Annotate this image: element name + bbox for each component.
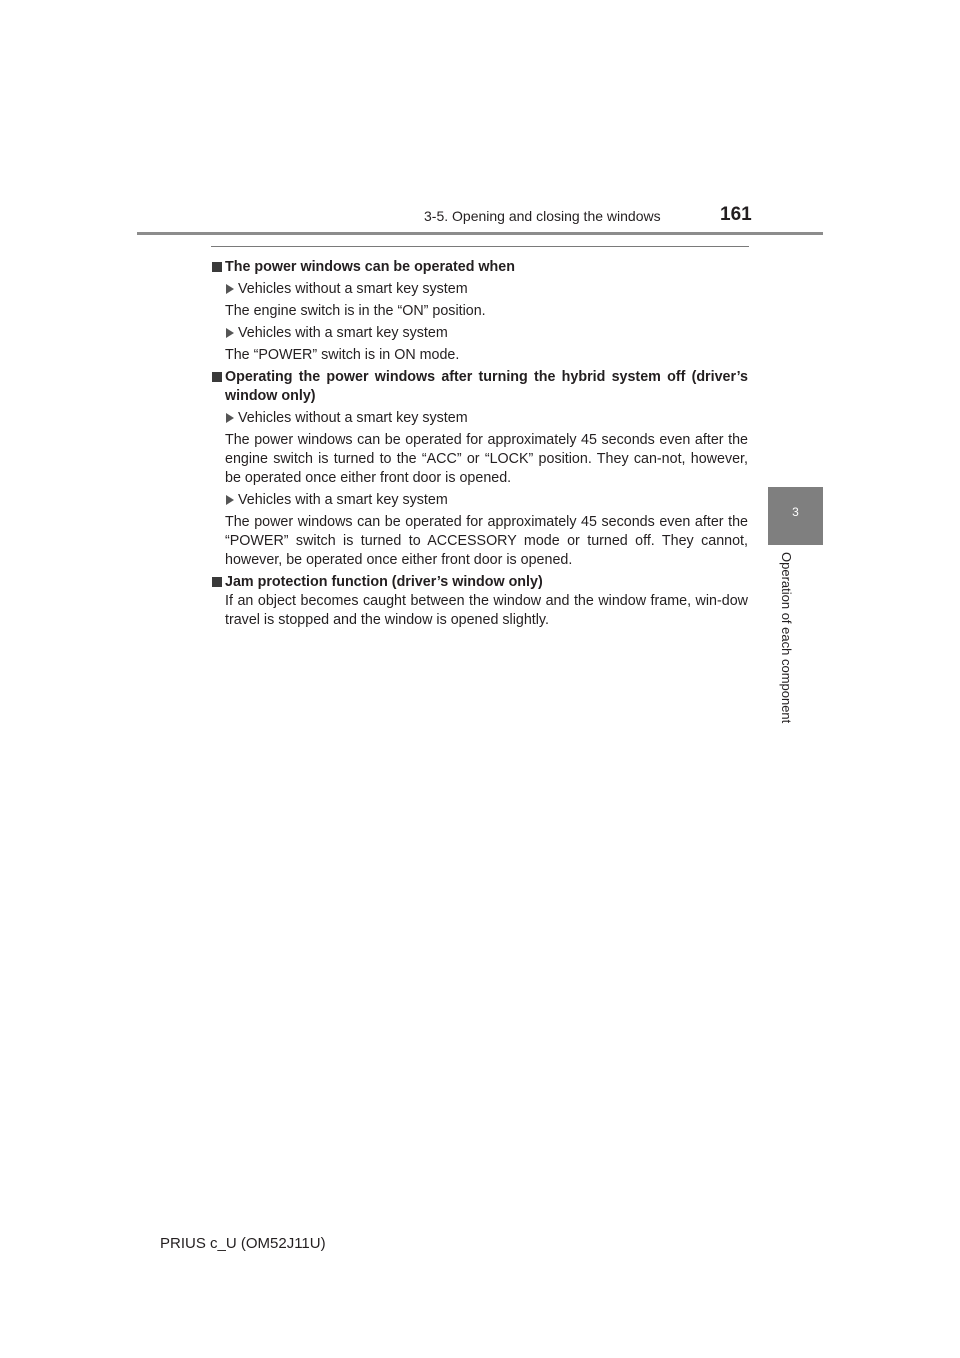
page-content [212, 255, 748, 630]
vehicle-variant: Vehicles with a smart key system [212, 324, 748, 343]
paragraph: The power windows can be operated for approximately 45 seconds even after the “POWER” switch is turned to ACCESSORY mode or turned off. They cannot, however, be operated once either front door is opened. [225, 514, 748, 568]
paragraph: If an object becomes caught between the window and the window frame, win-dow travel is stopped and the window is opened slightly. [225, 593, 748, 628]
paragraph: The “POWER” switch is in ON mode. [225, 347, 460, 363]
page-number: 161 [720, 204, 752, 225]
triangle-bullet-icon [226, 284, 234, 294]
section-title: 3-5. Opening and closing the windows [424, 208, 661, 224]
vehicle-variant: Vehicles without a smart key system [212, 280, 748, 299]
chapter-number: 3 [792, 505, 799, 519]
vehicle-variant: Vehicles with a smart key system [212, 491, 748, 510]
chapter-label: Operation of each component [779, 552, 794, 724]
square-bullet-icon [212, 262, 222, 272]
section-heading: The power windows can be operated when [212, 258, 748, 277]
square-bullet-icon [212, 372, 222, 382]
vehicle-variant: Vehicles without a smart key system [212, 409, 748, 428]
section-heading: Jam protection function (driver’s window only) [212, 573, 748, 592]
triangle-bullet-icon [226, 495, 234, 505]
section-divider [211, 246, 749, 247]
paragraph: The engine switch is in the “ON” position. [225, 303, 486, 319]
section-heading: Operating the power windows after turning the hybrid system off (driver’s window only) [212, 368, 748, 406]
footer-model: PRIUS c_U (OM52J11U) [160, 1235, 326, 1252]
triangle-bullet-icon [226, 413, 234, 423]
header-rule [137, 232, 823, 235]
chapter-tab [768, 487, 823, 545]
square-bullet-icon [212, 577, 222, 587]
triangle-bullet-icon [226, 328, 234, 338]
paragraph: The power windows can be operated for approximately 45 seconds even after the engine switch is turned to the “ACC” or “LOCK” position. They can-not, however, be operated once either front door is opened. [225, 432, 748, 486]
